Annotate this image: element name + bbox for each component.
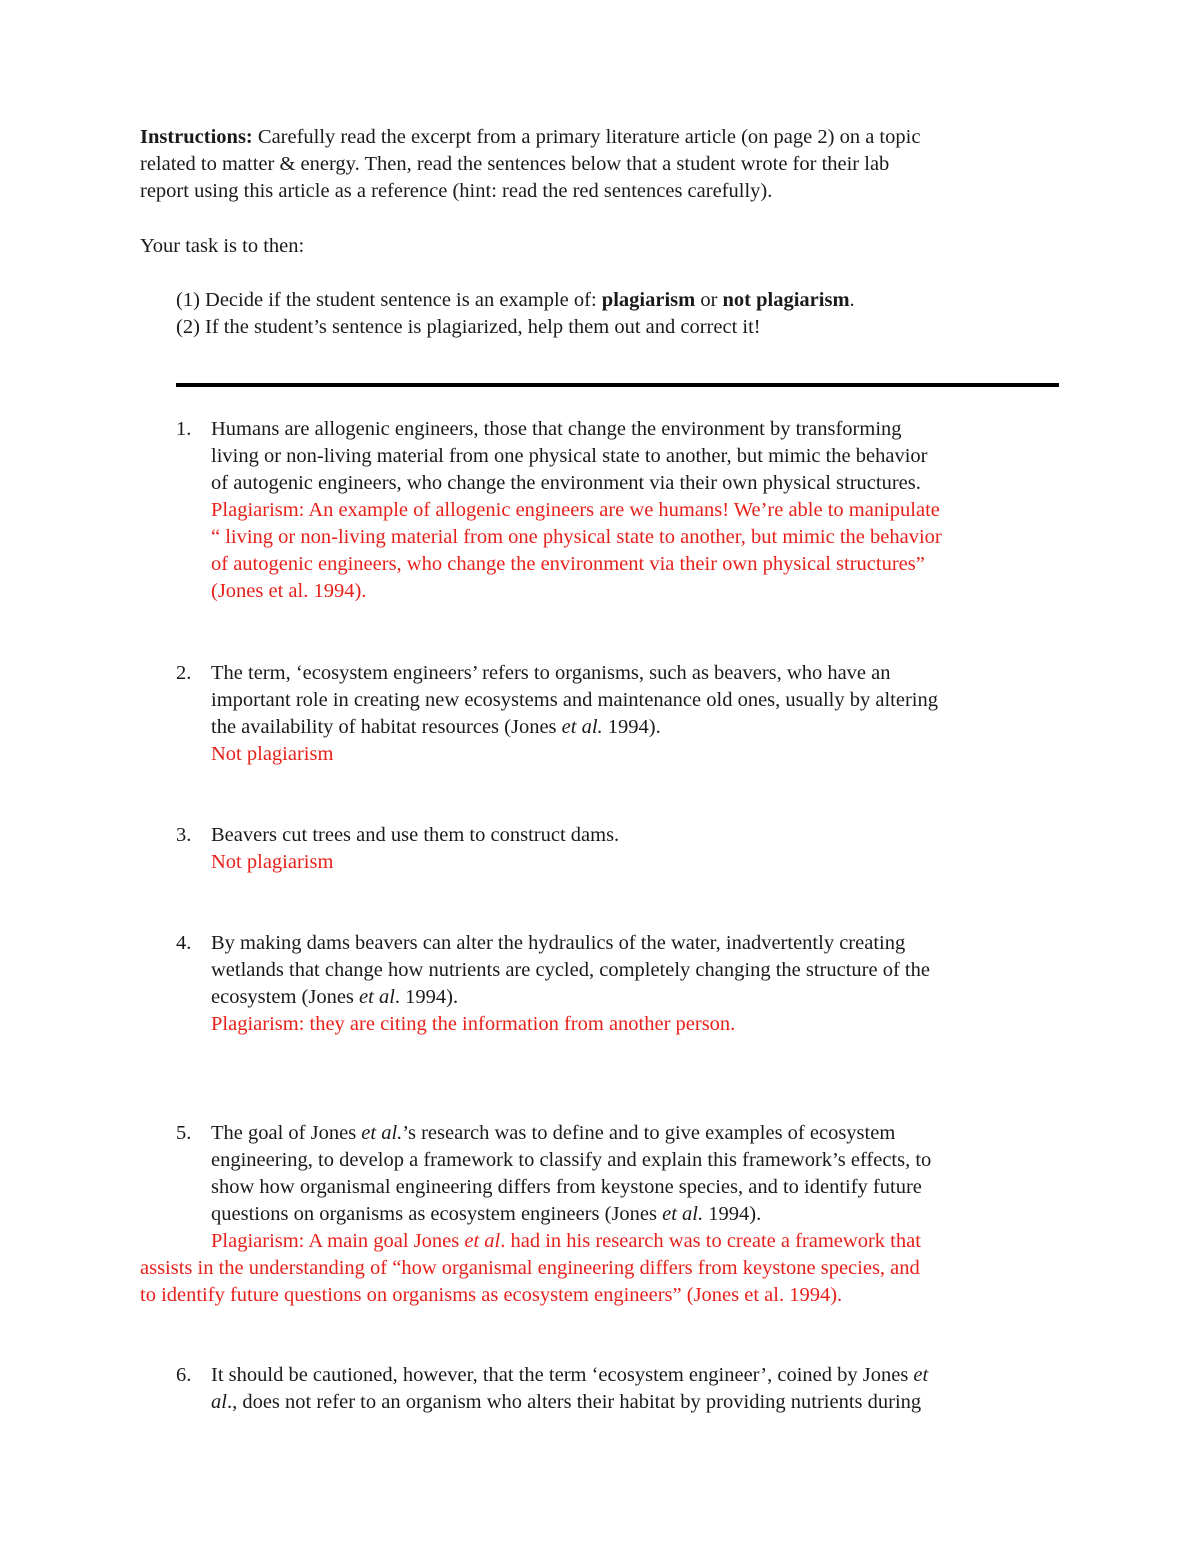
item-2-year: 1994).: [602, 716, 661, 738]
item-1-answer-line: (Jones et al. 1994).: [211, 580, 367, 602]
item-1-answer-line: “ living or non-living material from one physical state to another, but mimic the behavior: [211, 526, 942, 548]
item-1-text-line: of autogenic engineers, who change the environment via their own physical structures.: [211, 472, 921, 494]
item-2-text-line: The term, ‘ecosystem engineers’ refers to organisms, such as beavers, who have an: [211, 662, 891, 684]
item-2-text-line: important role in creating new ecosystems and maintenance old ones, usually by altering: [211, 689, 938, 711]
item-4-answer-line: Plagiarism: they are citing the information from another person.: [211, 1013, 736, 1035]
item-5-text: questions on organisms as ecosystem engineers (Jones: [211, 1203, 663, 1225]
item-5-answer-et-al: et al: [464, 1230, 501, 1252]
item-4-et-al: et al: [359, 986, 395, 1008]
item-6-text-line: [211, 1389, 921, 1416]
item-5-text: The goal of Jones: [211, 1122, 362, 1144]
item-1-text-line: living or non-living material from one physical state to another, but mimic the behavior: [211, 445, 928, 467]
task-intro: Your task is to then:: [140, 235, 305, 257]
item-5-text-line: [211, 1120, 895, 1147]
item-2-text-line: [211, 714, 661, 741]
item-4-text-line: [211, 984, 458, 1011]
step1-text: (1) Decide if the student sentence is an example of:: [176, 289, 602, 311]
step1-plagiarism: plagiarism: [601, 289, 696, 311]
item-number: 4.: [176, 932, 192, 954]
item-5-answer-line: assists in the understanding of “how organismal engineering differs from keystone species, and: [140, 1257, 920, 1279]
item-number: 6.: [176, 1364, 192, 1386]
item-6-text: ., does not refer to an organism who alters their habitat by providing nutrients during: [226, 1391, 922, 1413]
step1-or: or: [695, 289, 723, 311]
item-1-answer-line: Plagiarism: An example of allogenic engineers are we humans! We’re able to manipulate: [211, 499, 940, 521]
item-1-answer-line: of autogenic engineers, who change the environment via their own physical structures”: [211, 553, 925, 575]
item-6-et: et: [913, 1364, 929, 1386]
item-4-year: . 1994).: [394, 986, 459, 1008]
item-6-al: al: [211, 1391, 227, 1413]
step1-period: .: [849, 289, 855, 311]
item-5-text-line: [211, 1201, 761, 1228]
horizontal-rule: [176, 383, 1059, 387]
item-5-answer: . had in his research was to create a framework that: [500, 1230, 921, 1252]
step1-not-plagiarism: not plagiarism: [722, 289, 850, 311]
item-number: 3.: [176, 824, 192, 846]
instructions-line-2: related to matter & energy. Then, read the sentences below that a student wrote for their lab: [140, 153, 890, 175]
item-5-text: ’s research was to define and to give examples of ecosystem: [402, 1122, 896, 1144]
item-5-text-line: engineering, to develop a framework to classify and explain this framework’s effects, to: [211, 1149, 932, 1171]
item-5-text-line: show how organismal engineering differs from keystone species, and to identify future: [211, 1176, 922, 1198]
item-6-text: It should be cautioned, however, that the term ‘ecosystem engineer’, coined by Jones: [211, 1364, 914, 1386]
item-6-text-line: [211, 1362, 928, 1389]
item-number: 2.: [176, 662, 192, 684]
instructions-heading: Instructions:: [140, 126, 253, 148]
item-number: 1.: [176, 418, 192, 440]
item-5-answer-line: [211, 1228, 921, 1255]
item-4-text-line: wetlands that change how nutrients are cycled, completely changing the structure of the: [211, 959, 930, 981]
item-5-et-al: et al.: [662, 1203, 704, 1225]
task-step-1: [176, 287, 855, 314]
instructions-text: Carefully read the excerpt from a primary literature article (on page 2) on a topic: [252, 126, 921, 148]
task-step-2: (2) If the student’s sentence is plagiarized, help them out and correct it!: [176, 316, 761, 338]
item-5-year: 1994).: [703, 1203, 762, 1225]
item-3-text-line: Beavers cut trees and use them to construct dams.: [211, 824, 620, 846]
item-number: 5.: [176, 1122, 192, 1144]
item-2-et-al: et al.: [561, 716, 603, 738]
instructions-line-1: [140, 124, 920, 151]
instructions-line-3: report using this article as a reference (hint: read the red sentences carefully).: [140, 180, 773, 202]
item-5-et-al: et al.: [361, 1122, 403, 1144]
item-4-text-line: By making dams beavers can alter the hydraulics of the water, inadvertently creating: [211, 932, 906, 954]
item-2-answer-line: Not plagiarism: [211, 743, 334, 765]
item-5-answer: Plagiarism: A main goal Jones: [211, 1230, 465, 1252]
item-3-answer-line: Not plagiarism: [211, 851, 334, 873]
item-4-text: ecosystem (Jones: [211, 986, 360, 1008]
item-2-text: the availability of habitat resources (Jones: [211, 716, 562, 738]
item-1-text-line: Humans are allogenic engineers, those that change the environment by transforming: [211, 418, 902, 440]
item-5-answer-line: to identify future questions on organisms as ecosystem engineers” (Jones et al. 1994).: [140, 1284, 843, 1306]
